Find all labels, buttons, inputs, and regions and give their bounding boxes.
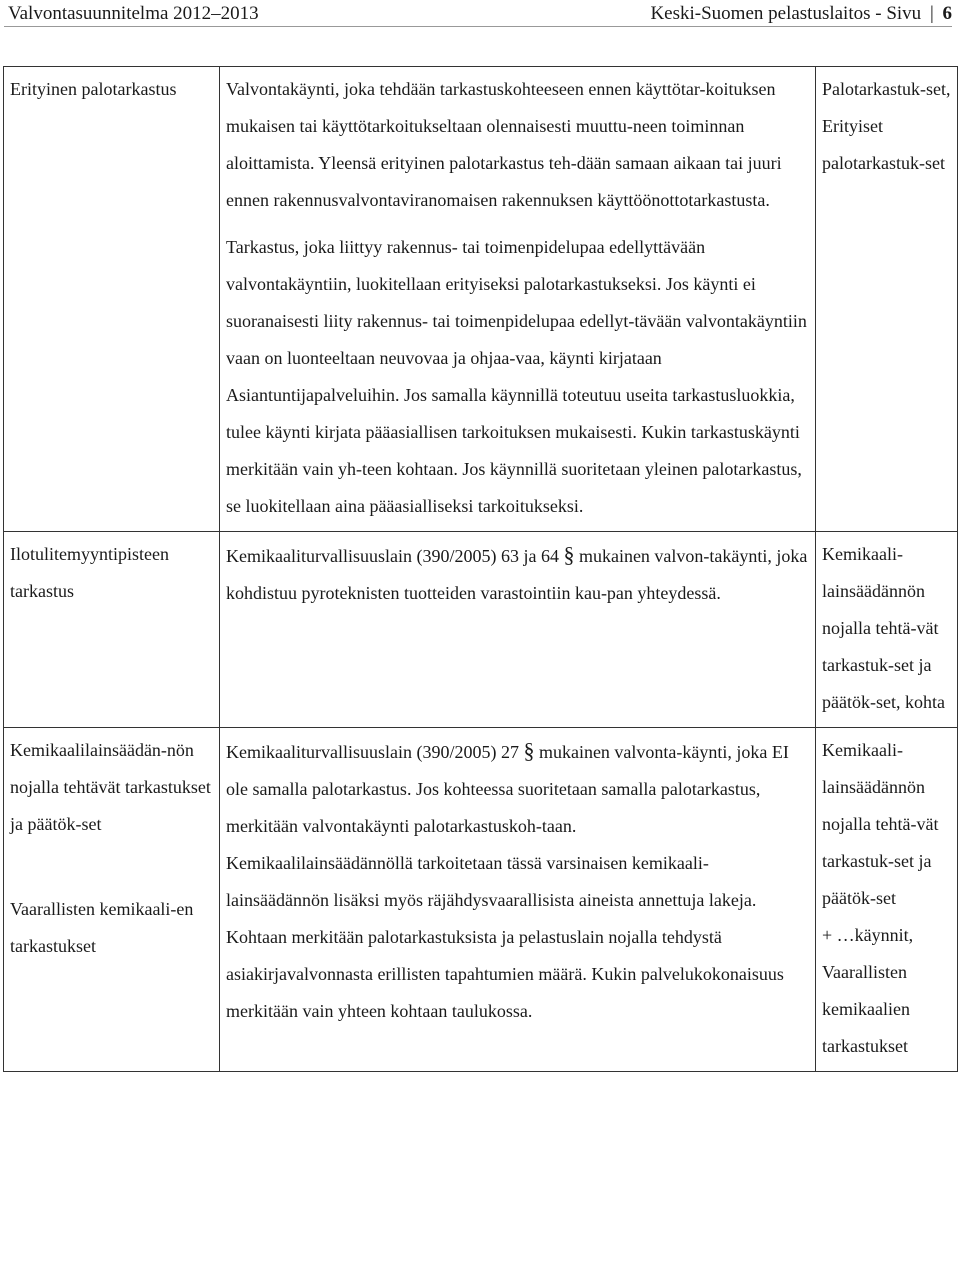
description-paragraph: Kemikaalilainsäädännöllä tarkoitetaan tässä varsinaisen kemikaali-lainsäädännön lisäksi myös räjähdysvaarallisista aineista annettuja lakeja. Kohtaan merkitään palotarkastuksista ja pelastuslain nojalla tehdystä asiakirjavalvonnasta erillisten tapahtumien määrä. Kukin palvelukokonaisuus merkitään vain yhteen kohtaan taulukossa. [226,853,784,1021]
page-number: 6 [942,3,952,24]
row-category [4,67,220,532]
header-rule [4,26,952,27]
table-row [4,532,958,728]
table-row [4,728,958,1072]
page-header [0,0,960,28]
record-target-label: + …käynnit, Vaarallisten kemikaalien tarkastukset [822,925,914,1056]
section-sign: § [523,738,535,763]
inspection-table [3,66,958,1072]
category-label: Kemikaalilainsäädän-nön nojalla tehtävät tarkastukset ja päätök-set [10,740,211,834]
section-sign: § [563,542,575,567]
row-description [220,728,816,1072]
table-row [4,67,958,532]
row-description [220,67,816,532]
description-paragraph [226,536,809,612]
law-reference: Kemikaaliturvallisuuslain (390/2005) 27 [226,742,519,762]
row-category [4,532,220,728]
header-separator: | [929,3,934,24]
description-paragraph [226,732,809,845]
record-target-label: Kemikaali-lainsäädännön nojalla tehtä-vät tarkastuk-set ja päätök-set [822,740,939,908]
row-record-target [816,728,958,1072]
row-category [4,728,220,1072]
category-label: Ilotulitemyyntipisteen tarkastus [10,544,169,601]
description-paragraph: Tarkastus, joka liittyy rakennus- tai toimenpidelupaa edellyttävään valvontakäyntiin, luokitellaan erityiseksi palotarkastukseksi. Jos käynti ei suoranaisesti liity rakennus- tai toimenpidelupaa edellyt-tävään valvontakäyntiin vaan on luonteeltaan neuvovaa ja ohjaa-vaa, käynti kirjataan Asiantuntijapalveluihin. Jos samalla käynnillä toteutuu useita tarkastusluokkia, tulee käynti kirjata pääasiallisen tarkoituksen mukaisesti. Kukin tarkastuskäynti merkitään vain yh-teen kohtaan. Jos käynnillä suoritetaan yleinen palotarkastus, se luokitellaan aina pääasialliseksi tarkoitukseksi. [226,237,807,516]
document-title: Valvontasuunnitelma 2012–2013 [8,3,259,24]
record-target-label: Kemikaali-lainsäädännön nojalla tehtä-vät tarkastuk-set ja päätök-set, kohta [822,544,945,712]
row-record-target [816,532,958,728]
description-paragraph: Valvontakäynti, joka tehdään tarkastuskohteeseen ennen käyttötar-koituksen mukaisen tai käyttötarkoitukseltaan olennaisesti muuttu-neen toiminnan aloittamista. Yleensä erityinen palotarkastus teh-dään samaan aikaan tai juuri ennen rakennusvalvontaviranomaisen rakennuksen käyttöönottotarkastusta. [226,79,782,210]
row-description [220,532,816,728]
row-record-target [816,67,958,532]
description-text: mukainen valvon-takäynti, joka kohdistuu pyroteknisten tuotteiden varastointiin kau-pan yhteydessä. [226,546,808,603]
record-target-label: Palotarkastuk-set, Erityiset palotarkastuk-set [822,79,951,173]
description-text: mukainen valvonta-käynti, joka EI ole samalla palotarkastus. Jos kohteessa suoritetaan samalla palotarkastus, merkitään valvontakäynti palotarkastuskoh-taan. [226,742,789,836]
category-label: Erityinen palotarkastus [10,79,177,99]
organization-page-label: Keski-Suomen pelastuslaitos - Sivu [650,3,922,24]
header-organization [650,2,952,26]
law-reference: Kemikaaliturvallisuuslain (390/2005) 63 ja 64 [226,546,559,566]
category-label: Vaarallisten kemikaali-en tarkastukset [10,899,194,956]
